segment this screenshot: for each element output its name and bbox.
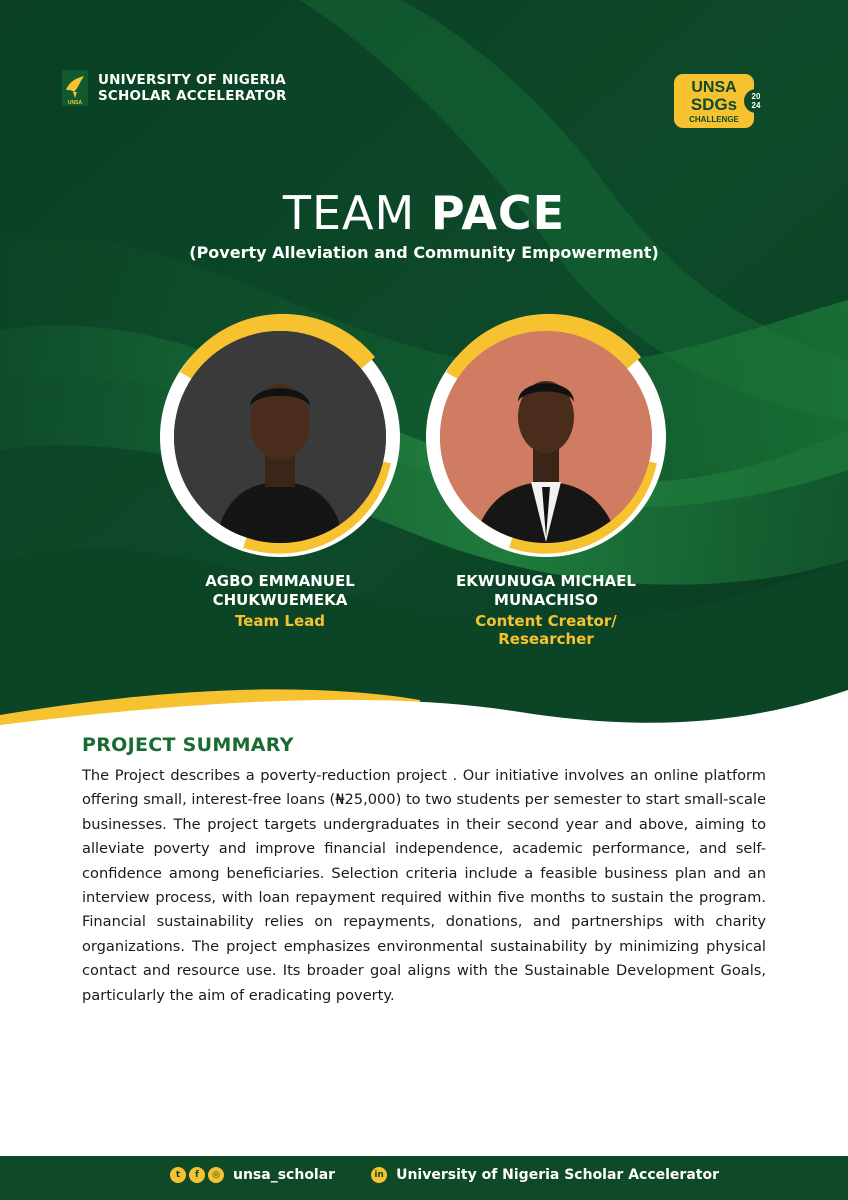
summary-body: The Project describes a poverty-reduction project . Our initiative involves an online platform offering small, interest-free loans (₦25,000) to two students per semester to start small-scale businesses. The project targets undergraduates in their second year and above, aiming to alleviate poverty and improve financial independence, academic performance, and self-confidence among beneficiaries. Selection criteria include a feasible business plan and an interview process, with loan repayment required within five months to sustain the program. Financial sustainability relies on repayments, donations, and partnerships with charity organizations. The project emphasizes environmental sustainability by minimizing physical contact and resource use. Its broader goal aligns with the Sustainable Development Goals, particularly the aim of eradicating poverty.	[82, 767, 766, 1004]
summary-heading: PROJECT SUMMARY	[82, 734, 294, 756]
page-title	[0, 186, 848, 240]
member-role: Content Creator/ Researcher	[475, 612, 617, 648]
project-summary	[82, 734, 766, 1008]
title-prefix: TEAM	[282, 186, 416, 240]
member-portrait-1	[155, 312, 405, 562]
member-card-2	[456, 572, 636, 648]
twitter-icon[interactable]: t	[170, 1167, 186, 1183]
linkedin-link[interactable]: University of Nigeria Scholar Accelerator	[396, 1167, 719, 1183]
instagram-icon[interactable]: ◎	[208, 1167, 224, 1183]
page-subtitle: (Poverty Alleviation and Community Empowerment)	[189, 243, 659, 262]
member-card-1	[190, 572, 370, 630]
logo-text: UNSA	[67, 100, 83, 106]
svg-text:20: 20	[751, 92, 761, 101]
footer	[0, 1156, 848, 1200]
team-name: PACE	[430, 186, 566, 240]
member-name: EKWUNUGA MICHAEL MUNACHISO	[456, 572, 636, 609]
svg-text:24: 24	[751, 101, 761, 110]
org-name-line2: SCHOLAR ACCELERATOR	[98, 88, 287, 104]
org-name-line1: UNIVERSITY OF NIGERIA	[98, 72, 286, 88]
eagle-logo-icon	[62, 70, 88, 106]
member-role: Team Lead	[235, 612, 325, 630]
sdgs-challenge-badge	[672, 72, 768, 130]
social-handle[interactable]: unsa_scholar	[233, 1167, 336, 1183]
unsa-logo	[62, 70, 287, 106]
linkedin-icon[interactable]: in	[371, 1167, 387, 1183]
svg-text:UNSA: UNSA	[691, 79, 737, 96]
member-name: AGBO EMMANUEL CHUKWUEMEKA	[205, 572, 355, 609]
svg-text:SDGs: SDGs	[690, 95, 738, 114]
facebook-icon[interactable]: f	[189, 1167, 205, 1183]
member-portrait-2	[421, 312, 671, 562]
org-name	[98, 72, 287, 104]
svg-text:CHALLENGE: CHALLENGE	[689, 115, 739, 124]
